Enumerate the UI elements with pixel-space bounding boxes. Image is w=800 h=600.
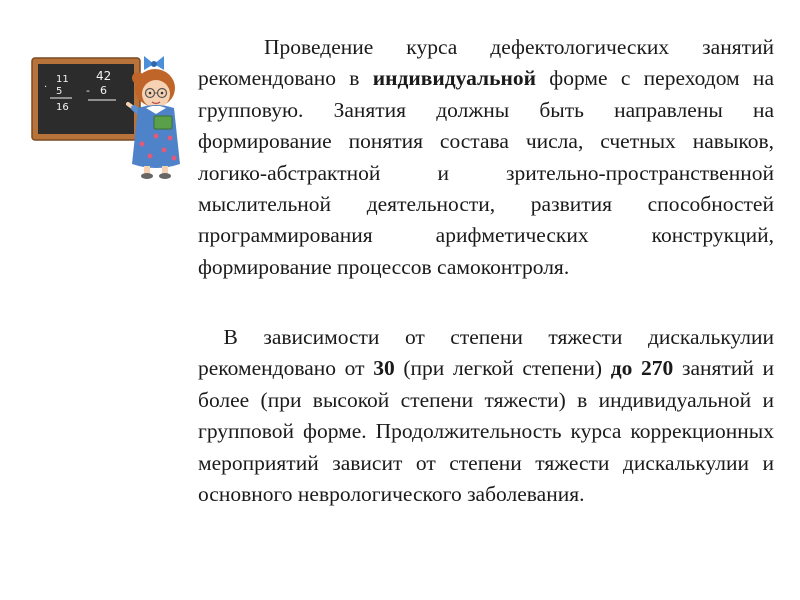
board-number-5: 5 xyxy=(56,86,63,97)
paragraph-2-text-a: В зависимости от степени тяжести дискалькулии рекомендовано от xyxy=(198,325,775,381)
board-number-11: 11 xyxy=(56,74,69,85)
paragraph-1-bold: индивидуальной xyxy=(372,66,536,91)
svg-text:-: - xyxy=(86,84,90,97)
paragraph-2-text-b: (при легкой степени) xyxy=(394,356,611,381)
board-number-42: 42 xyxy=(96,69,112,83)
board-number-16: 16 xyxy=(56,102,69,113)
paragraph-1-text-a: Проведение курса дефектологических занятий рекомендовано в xyxy=(198,35,774,91)
paragraph-2-text-c: занятий и более (при высокой степени тяжести) в индивидуальной и групповой форме. Продолжительность курса коррекционных мероприятий зависит от степени тяжести дискалькулии и основного неврологического заболевания. xyxy=(198,356,775,507)
teacher-chalkboard-illustration xyxy=(30,44,200,184)
svg-text:·: · xyxy=(44,82,48,93)
paragraph-1-text-b: форме с переходом на групповую. Занятия должны быть направлены на формирование понятия состава числа, счетных навыков, логико-абстрактной и зрительно-пространственной мыслительной деятельности, развития способностей программирования арифметических конструкций, формирование процессов самоконтроля. xyxy=(198,66,774,279)
paragraph-1 xyxy=(198,32,774,283)
paragraph-2-bold-30: 30 xyxy=(373,356,395,381)
board-number-6: 6 xyxy=(100,84,107,97)
paragraph-2-bold-270: до 270 xyxy=(610,356,674,381)
paragraph-2 xyxy=(198,322,774,510)
chalkboard-surface xyxy=(38,64,134,134)
